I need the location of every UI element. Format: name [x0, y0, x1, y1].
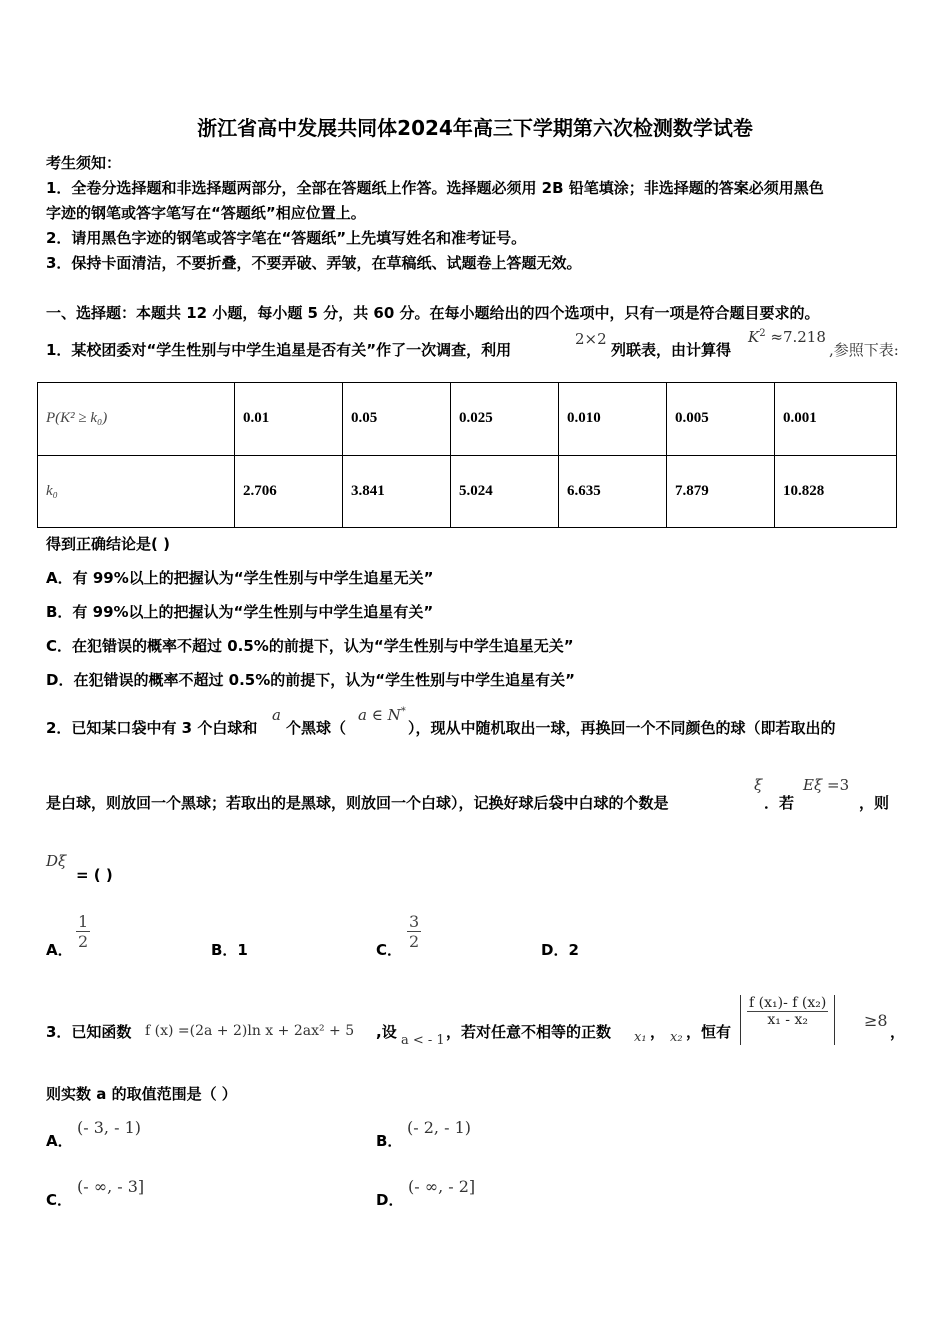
table-cell: 0.01 — [235, 383, 343, 456]
q3-abs-fraction: $\frac{\text{f (x₁)- f (x₂)}}{\text{x₁ - x₂}}$ — [740, 995, 835, 1045]
q2-stem-g: = ( ) — [76, 866, 113, 884]
table-cell: 3.841 — [343, 455, 451, 528]
q3-option-a-label[interactable]: A． — [46, 1132, 73, 1150]
q2-math-xi: ξ — [754, 776, 763, 794]
q3-stem-c: ，若对任意不相等的正数 — [446, 1023, 612, 1041]
q3-condition: a < - 1 — [401, 1033, 445, 1048]
table-label-p: P(K² ≥ k₀) — [38, 383, 235, 456]
notice-item: 字迹的钢笔或答字笔写在“答题纸”相应位置上。 — [46, 204, 366, 222]
q3-option-c-label[interactable]: C． — [46, 1191, 73, 1209]
notice-heading: 考生须知： — [46, 154, 122, 172]
q2-option-c-label[interactable]: C． — [376, 941, 403, 959]
q2-stem-b: 个黑球（ — [286, 719, 347, 737]
q3-inequality: ≥8 — [864, 1011, 888, 1030]
q3-stem-d: ，恒有 — [686, 1023, 732, 1041]
notice-item: 3．保持卡面清洁，不要折叠，不要弄破、弄皱，在草稿纸、试题卷上答题无效。 — [46, 254, 582, 272]
q2-option-d[interactable]: D．2 — [541, 941, 579, 959]
table-cell: 0.010 — [559, 383, 667, 456]
q1-stem-c: ,参照下表: — [829, 341, 899, 359]
q1-option-c[interactable]: C．在犯错误的概率不超过 0.5%的前提下，认为“学生性别与中学生追星无关” — [46, 637, 574, 655]
table-cell: 0.05 — [343, 383, 451, 456]
table-cell: 5.024 — [451, 455, 559, 528]
q2-stem-e: ．若 — [764, 794, 795, 812]
q3-option-c[interactable]: (- ∞, - 3] — [77, 1177, 145, 1196]
q3-option-d[interactable]: (- ∞, - 2] — [408, 1177, 476, 1196]
page-title: 浙江省高中发展共同体2024年高三下学期第六次检测数学试卷 — [197, 116, 753, 140]
q2-stem-d: 是白球，则放回一个黑球；若取出的是黑球，则放回一个白球），记换好球后袋中白球的个数是 — [46, 794, 669, 812]
q2-option-b[interactable]: B．1 — [211, 941, 248, 959]
table-label-k: k₀ — [38, 455, 235, 528]
table-cell: 6.635 — [559, 455, 667, 528]
table-cell: 0.005 — [667, 383, 775, 456]
q3-option-d-label[interactable]: D． — [376, 1191, 404, 1209]
q2-stem-a: 2．已知某口袋中有 3 个白球和 — [46, 719, 258, 737]
table-row — [38, 455, 897, 528]
q2-stem-c: ），现从中随机取出一球，再换回一个不同颜色的球（即若取出的 — [408, 719, 836, 737]
table-cell: 7.879 — [667, 455, 775, 528]
q3-stem-b: ,设 — [376, 1023, 397, 1041]
q2-option-a-label[interactable]: A． — [46, 941, 73, 959]
q2-stem-f: ，则 — [859, 794, 890, 812]
table-cell: 0.025 — [451, 383, 559, 456]
q3-stem-a: 3．已知函数 — [46, 1023, 132, 1041]
q2-option-c-fraction[interactable]: $\frac{3}{2}$ — [409, 912, 420, 951]
q2-math-exi: Eξ =3 — [803, 776, 850, 794]
q2-option-a-fraction[interactable]: $\frac{1}{2}$ — [78, 912, 89, 951]
q3-ask: 则实数 a 的取值范围是（ ） — [46, 1085, 237, 1103]
notice-item: 1．全卷分选择题和非选择题两部分，全部在答题纸上作答。选择题必须用 2B 铅笔填涂；非选择题的答案必须用黑色 — [46, 179, 824, 197]
q3-x1: x₁ — [634, 1030, 647, 1045]
table-row — [38, 383, 897, 456]
q2-math-dxi: Dξ — [46, 852, 67, 870]
q1-option-b[interactable]: B．有 99%以上的把握认为“学生性别与中学生追星有关” — [46, 603, 434, 621]
q1-option-a[interactable]: A．有 99%以上的把握认为“学生性别与中学生追星无关” — [46, 569, 434, 587]
section-heading: 一、选择题：本题共 12 小题，每小题 5 分，共 60 分。在每小题给出的四个选项中，只有一项是符合题目要求的。 — [46, 304, 820, 322]
q1-ask: 得到正确结论是( ) — [46, 535, 170, 553]
table-cell: 0.001 — [775, 383, 897, 456]
notice-item: 2．请用黑色字迹的钢笔或答字笔在“答题纸”上先填写姓名和准考证号。 — [46, 229, 527, 247]
q1-stem-b: 列联表，由计算得 — [611, 341, 732, 359]
q1-math-2x2: 2×2 — [575, 330, 607, 348]
q1-stem-a: 1．某校团委对“学生性别与中学生追星是否有关”作了一次调查，利用 — [46, 341, 512, 359]
q3-function: f (x) =(2a + 2)ln x + 2ax² + 5 — [145, 1023, 355, 1039]
q3-x2: x₂ — [670, 1030, 683, 1045]
q2-math-a: a — [272, 706, 281, 724]
q2-math-set: a ∈ N* — [358, 706, 406, 724]
q1-option-d[interactable]: D．在犯错误的概率不超过 0.5%的前提下，认为“学生性别与中学生追星有关” — [46, 671, 575, 689]
q3-option-b[interactable]: (- 2, - 1) — [407, 1118, 471, 1137]
critical-value-table — [37, 382, 897, 528]
table-cell: 10.828 — [775, 455, 897, 528]
q1-math-k2: $K^2 \approx 7.218$ — [748, 328, 826, 346]
table-cell: 2.706 — [235, 455, 343, 528]
q3-option-b-label[interactable]: B． — [376, 1132, 403, 1150]
q3-option-a[interactable]: (- 3, - 1) — [77, 1118, 141, 1137]
q3-comma: ， — [650, 1023, 666, 1041]
q3-stem-e: ， — [890, 1023, 906, 1041]
